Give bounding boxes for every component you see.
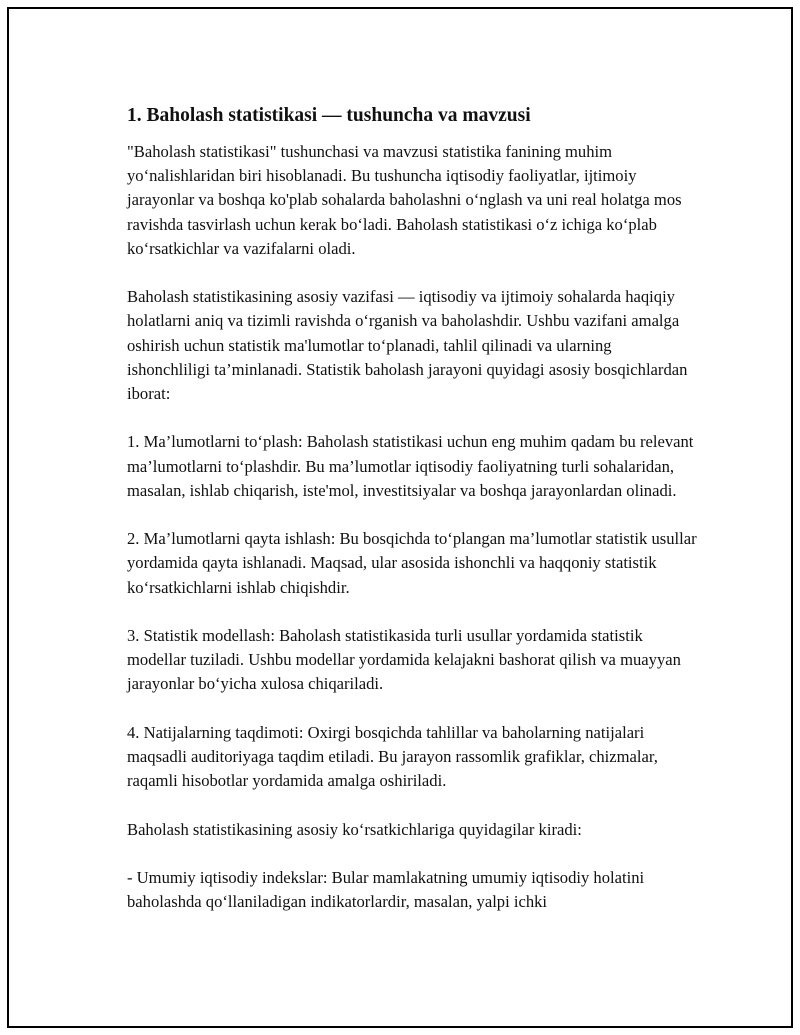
paragraph-step-4: 4. Natijalarning taqdimoti: Oxirgi bosqichda tahlillar va baholarning natijalari maqsadli auditoriyaga taqdim etiladi. Bu jarayon rassomlik grafiklar, chizmalar, raqamli hisobotlar yordamida amalga oshiriladi.: [127, 722, 658, 791]
paragraph-step-1: 1. Ma’lumotlarni to‘plash: Baholash statistikasi uchun eng muhim qadam bu relevant ma’lumotlarni to‘plashdir. Bu ma’lumotlar iqtisodiy faoliyatning turli sohalaridan, masalan, ishlab chiqarish, iste'mol, investitsiyalar va boshqa jarayonlardan olinadi.: [127, 432, 694, 500]
paragraph-main-task: Baholash statistikasining asosiy vazifasi — iqtisodiy va ijtimoiy sohalarda haqiqiy holatlarni aniq va tizimli ravishda o‘rganish va baholashdir. Ushbu vazifani amalga oshirish uchun statistik ma'lumotlar to‘planadi, tahlil qilinadi va ularning ishonchliligi ta’minlanadi. Statistik baholash jarayoni quyidagi asosiy bosqichlardan iborat:: [127, 287, 688, 404]
section-heading: 1. Baholash statistikasi — tushuncha va mavzusi: [127, 105, 531, 126]
paragraph-step-3: 3. Statistik modellash: Baholash statistikasida turli usullar yordamida statistik modellar tuziladi. Ushbu modellar yordamida kelajakni bashorat qilish va muayyan jarayonlar bo‘yicha xulosa chiqariladi.: [127, 626, 681, 694]
page-frame: [7, 7, 793, 1028]
paragraph-step-2: 2. Ma’lumotlarni qayta ishlash: Bu bosqichda to‘plangan ma’lumotlar statistik usullar yordamida qayta ishlanadi. Maqsad, ular asosida ishonchli va haqqoniy statistik ko‘rsatkichlarni ishlab chiqishdir.: [127, 529, 697, 597]
document-body: [127, 103, 697, 914]
paragraph-indicator-1: - Umumiy iqtisodiy indekslar: Bular mamlakatning umumiy iqtisodiy holatini baholashda qo‘llaniladigan indikatorlardir, masalan, yalpi ichki: [127, 867, 645, 912]
paragraph-intro: "Baholash statistikasi" tushunchasi va mavzusi statistika fanining muhim yo‘nalishlaridan biri hisoblanadi. Bu tushuncha iqtisodiy faoliyatlar, ijtimoiy jarayonlar va boshqa ko'plab sohalarda baholashni o‘nglash va uni real holatga mos ravishda tasvirlash uchun kerak bo‘ladi. Baholash statistikasi o‘z ichiga ko‘plab ko‘rsatkichlar va vazifalarni oladi.: [127, 142, 682, 258]
paragraph-indicators-intro: Baholash statistikasining asosiy ko‘rsatkichlariga quyidagilar kiradi:: [127, 819, 582, 839]
